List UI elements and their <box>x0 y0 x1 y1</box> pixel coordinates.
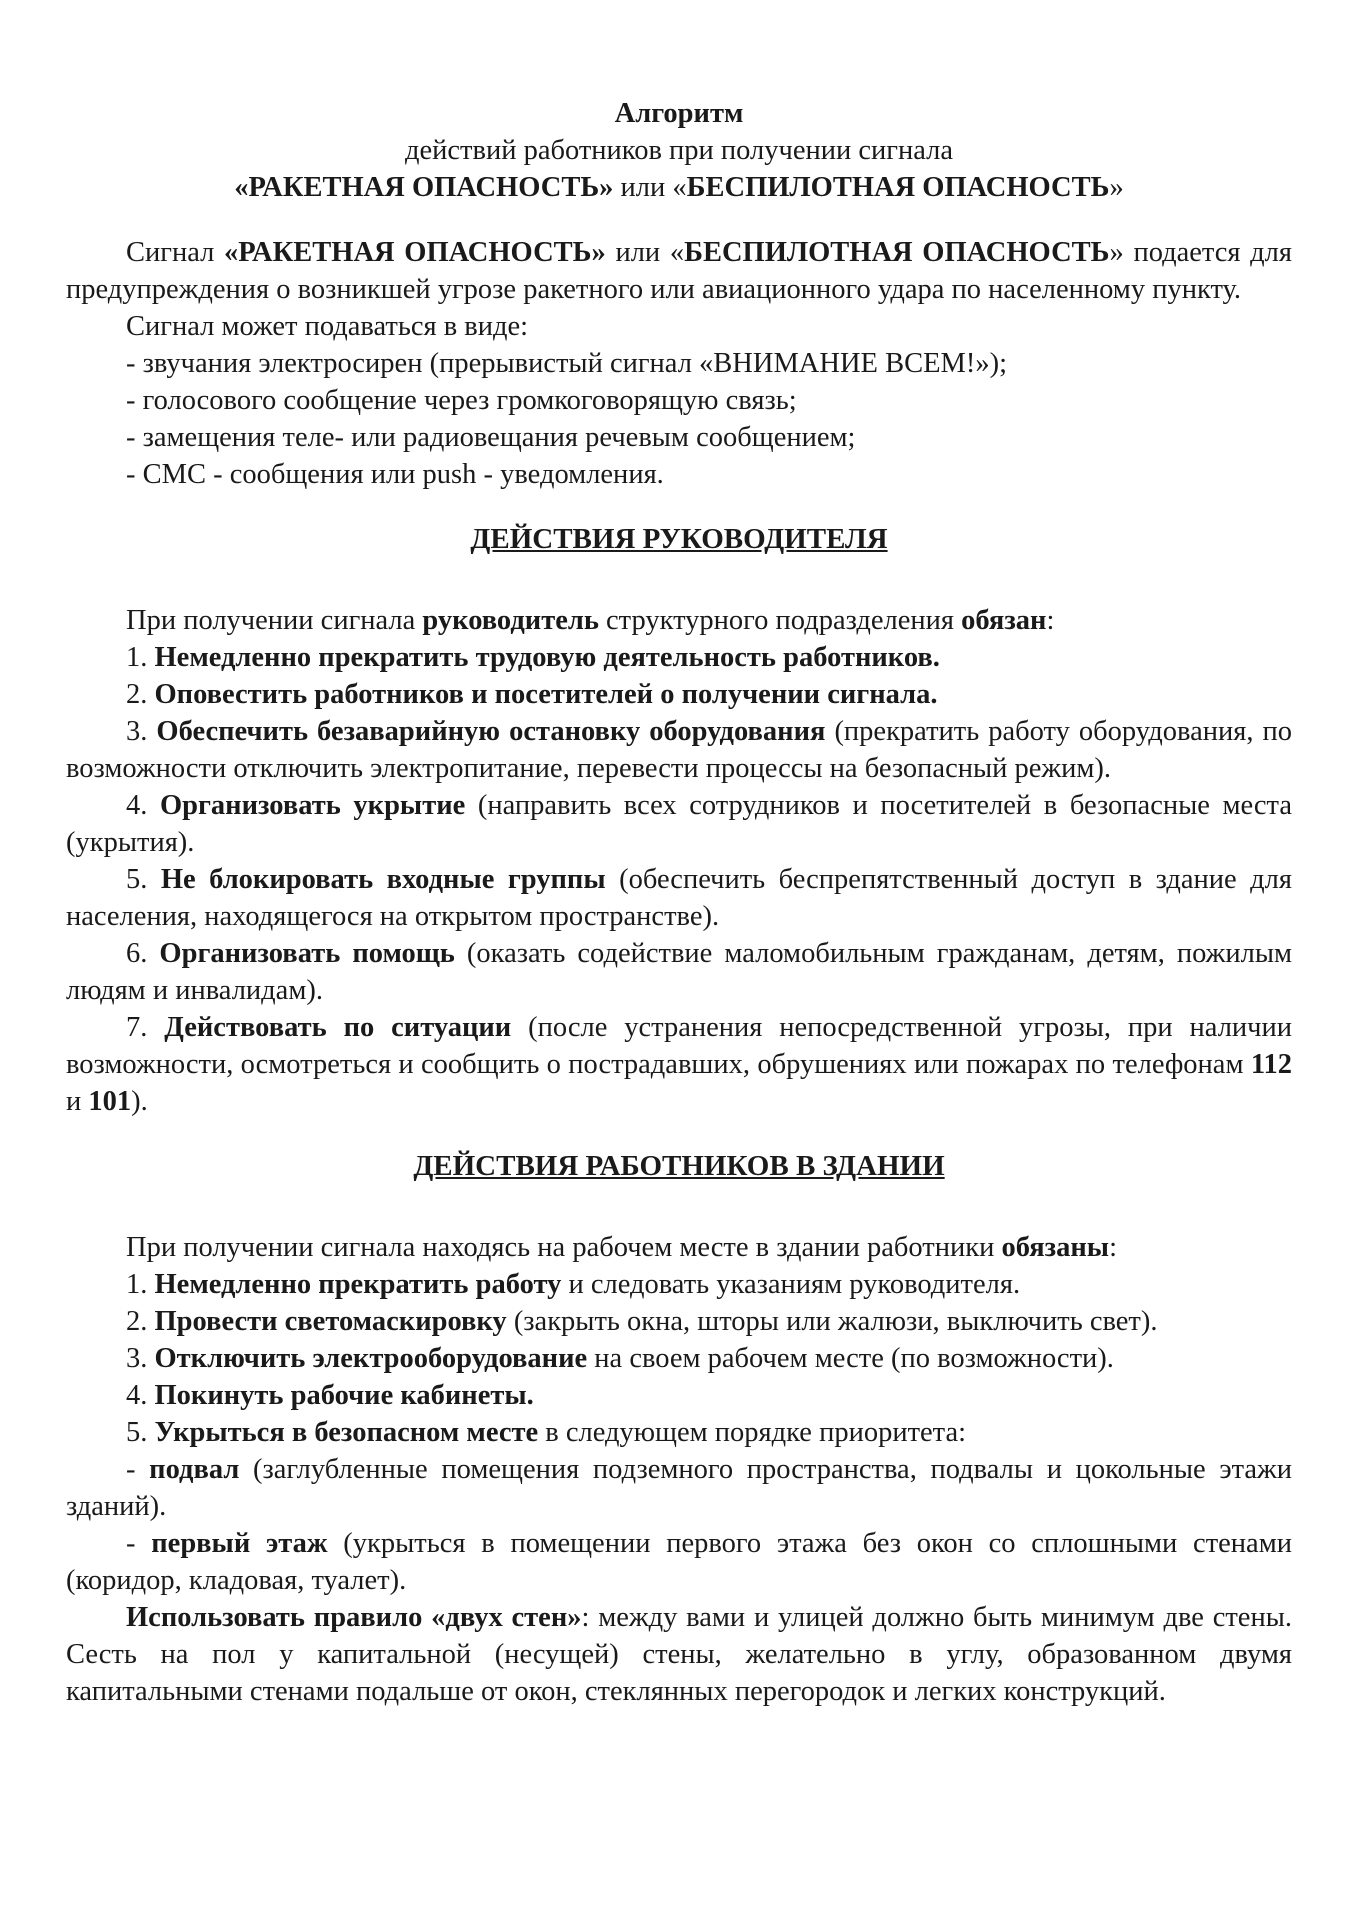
list-item <box>66 787 1292 861</box>
item-bold: Отключить электрооборудование <box>154 1343 588 1374</box>
quote-close: » <box>599 172 614 203</box>
list-item <box>66 935 1292 1009</box>
item-rest: (направить всех сотрудников и посетителей в безопасные места (укрытия). <box>66 790 1292 858</box>
lead-bold: руководитель <box>422 605 599 636</box>
manager-actions-list <box>66 639 1292 1120</box>
item-bold: Не блокировать входные группы <box>160 864 606 895</box>
item-number: 5. <box>126 1417 155 1448</box>
item-rest: ). <box>131 1086 148 1117</box>
rule-bold: Использовать правило «двух стен» <box>126 1602 582 1633</box>
item-bold: Провести светомаскировку <box>154 1306 507 1337</box>
item-rest: (обеспечить беспрепятственный доступ в здание для населения, находящегося на открытом пространстве). <box>66 864 1292 932</box>
intro-rocket: «РАКЕТНАЯ ОПАСНОСТЬ» <box>224 237 606 268</box>
intro-signal-word: Сигнал <box>126 237 225 268</box>
item-bold: Оповестить работников и посетителей о получении сигнала. <box>154 679 938 710</box>
forms-list <box>66 345 1292 493</box>
item-bold: Обеспечить безаварийную остановку оборудования <box>156 716 826 747</box>
list-item <box>66 1377 1292 1414</box>
doc-signal-line <box>66 169 1292 206</box>
item-number: 4. <box>126 1380 155 1411</box>
intro-or: или « <box>605 237 685 268</box>
quote-open: « <box>234 172 249 203</box>
item-bold: Укрыться в безопасном месте <box>154 1417 539 1448</box>
item-bold: Немедленно прекратить работу <box>154 1269 562 1300</box>
signal-rocket: РАКЕТНАЯ ОПАСНОСТЬ <box>248 172 600 203</box>
section-heading-manager: ДЕЙСТВИЯ РУКОВОДИТЕЛЯ <box>470 523 888 555</box>
lead-text: При получении сигнала находясь на рабочем месте в здании работники <box>126 1232 1002 1263</box>
section-heading-workers: ДЕЙСТВИЯ РАБОТНИКОВ В ЗДАНИИ <box>413 1150 945 1182</box>
item-number: 1. <box>126 1269 155 1300</box>
list-item <box>66 1303 1292 1340</box>
item-dash: - <box>126 1454 150 1485</box>
lead-text: При получении сигнала <box>126 605 423 636</box>
list-item <box>66 1414 1292 1451</box>
intro-drone: БЕСПИЛОТНАЯ ОПАСНОСТЬ <box>684 237 1110 268</box>
workers-actions-list <box>66 1266 1292 1710</box>
item-bold: Организовать укрытие <box>159 790 466 821</box>
item-number: 3. <box>126 1343 155 1374</box>
phone-101: 101 <box>88 1086 132 1117</box>
doc-title: Алгоритм <box>614 98 744 129</box>
item-number: 6. <box>126 938 160 969</box>
document-page <box>66 95 1292 1710</box>
intro-close: » <box>1109 237 1124 268</box>
signal-drone: БЕСПИЛОТНАЯ ОПАСНОСТЬ <box>686 172 1110 203</box>
intro-rest: подается для предупреждения о возникшей угрозе ракетного или авиационного удара по населенному пункту. <box>66 237 1293 305</box>
lead-text: : <box>1046 605 1055 636</box>
item-number: 2. <box>126 679 155 710</box>
two-walls-rule <box>66 1599 1292 1710</box>
intro-paragraph <box>66 234 1292 308</box>
lead-text: структурного подразделения <box>598 605 962 636</box>
list-item <box>66 639 1292 676</box>
signal-or: или <box>613 172 673 203</box>
forms-lead: Сигнал может подаваться в виде: <box>126 311 529 342</box>
list-item: - звучания электросирен (прерывистый сигнал «ВНИМАНИЕ ВСЕМ!»); <box>126 348 1008 379</box>
item-rest: и следовать указаниям руководителя. <box>561 1269 1021 1300</box>
item-number: 5. <box>126 864 161 895</box>
list-item: - СМС - сообщения или push - уведомления. <box>126 459 664 490</box>
sub-list-item <box>66 1451 1292 1525</box>
sub-list-item <box>66 1525 1292 1599</box>
item-rest: (укрыться в помещении первого этажа без окон со сплошными стенами (коридор, кладовая, туалет). <box>66 1528 1292 1596</box>
list-item <box>66 1340 1292 1377</box>
item-bold: Покинуть рабочие кабинеты. <box>154 1380 534 1411</box>
workers-lead <box>66 1229 1292 1266</box>
item-number: 3. <box>126 716 157 747</box>
item-rest: (прекратить работу оборудования, по возможности отключить электропитание, перевести процессы на безопасный режим). <box>66 716 1292 784</box>
item-rest: на своем рабочем месте (по возможности). <box>587 1343 1114 1374</box>
item-bold: первый этаж <box>151 1528 328 1559</box>
list-item: - замещения теле- или радиовещания речевым сообщением; <box>126 422 856 453</box>
lead-text: : <box>1109 1232 1117 1263</box>
item-number: 1. <box>126 642 155 673</box>
item-bold: Действовать по ситуации <box>164 1012 512 1043</box>
quote-close-2: » <box>1109 172 1124 203</box>
item-rest: и <box>66 1086 89 1117</box>
list-item <box>66 1266 1292 1303</box>
item-bold: Немедленно прекратить трудовую деятельность работников. <box>154 642 940 673</box>
item-rest: в следующем порядке приоритета: <box>538 1417 967 1448</box>
list-item <box>66 713 1292 787</box>
rule-rest: : между вами и улицей должно быть минимум две стены. Сесть на пол у капитальной (несущей) стены, желательно в углу, образованном двумя капитальными стенами подальше от окон, стеклянных перегородок и легких конструкций. <box>66 1602 1292 1707</box>
phone-112: 112 <box>1250 1049 1292 1080</box>
item-bold: Организовать помощь <box>159 938 455 969</box>
doc-subtitle: действий работников при получении сигнала <box>404 135 953 166</box>
item-dash: - <box>126 1528 152 1559</box>
quote-open-2: « <box>672 172 687 203</box>
list-item <box>66 676 1292 713</box>
item-rest: (заглубленные помещения подземного пространства, подвалы и цокольные этажи зданий). <box>66 1454 1292 1522</box>
list-item <box>66 1009 1292 1120</box>
item-rest: (после устранения непосредственной угрозы, при наличии возможности, осмотреться и сообщить о пострадавших, обрушениях или пожарах по телефонам <box>66 1012 1293 1080</box>
manager-lead <box>66 602 1292 639</box>
item-number: 7. <box>126 1012 165 1043</box>
list-item: - голосового сообщение через громкоговорящую связь; <box>126 385 797 416</box>
item-bold: подвал <box>149 1454 240 1485</box>
lead-bold: обязан <box>961 605 1047 636</box>
item-rest: (оказать содействие маломобильным гражданам, детям, пожилым людям и инвалидам). <box>66 938 1292 1006</box>
item-number: 2. <box>126 1306 155 1337</box>
item-number: 4. <box>126 790 160 821</box>
list-item <box>66 861 1292 935</box>
lead-bold: обязаны <box>1001 1232 1110 1263</box>
item-rest: (закрыть окна, шторы или жалюзи, выключить свет). <box>506 1306 1158 1337</box>
